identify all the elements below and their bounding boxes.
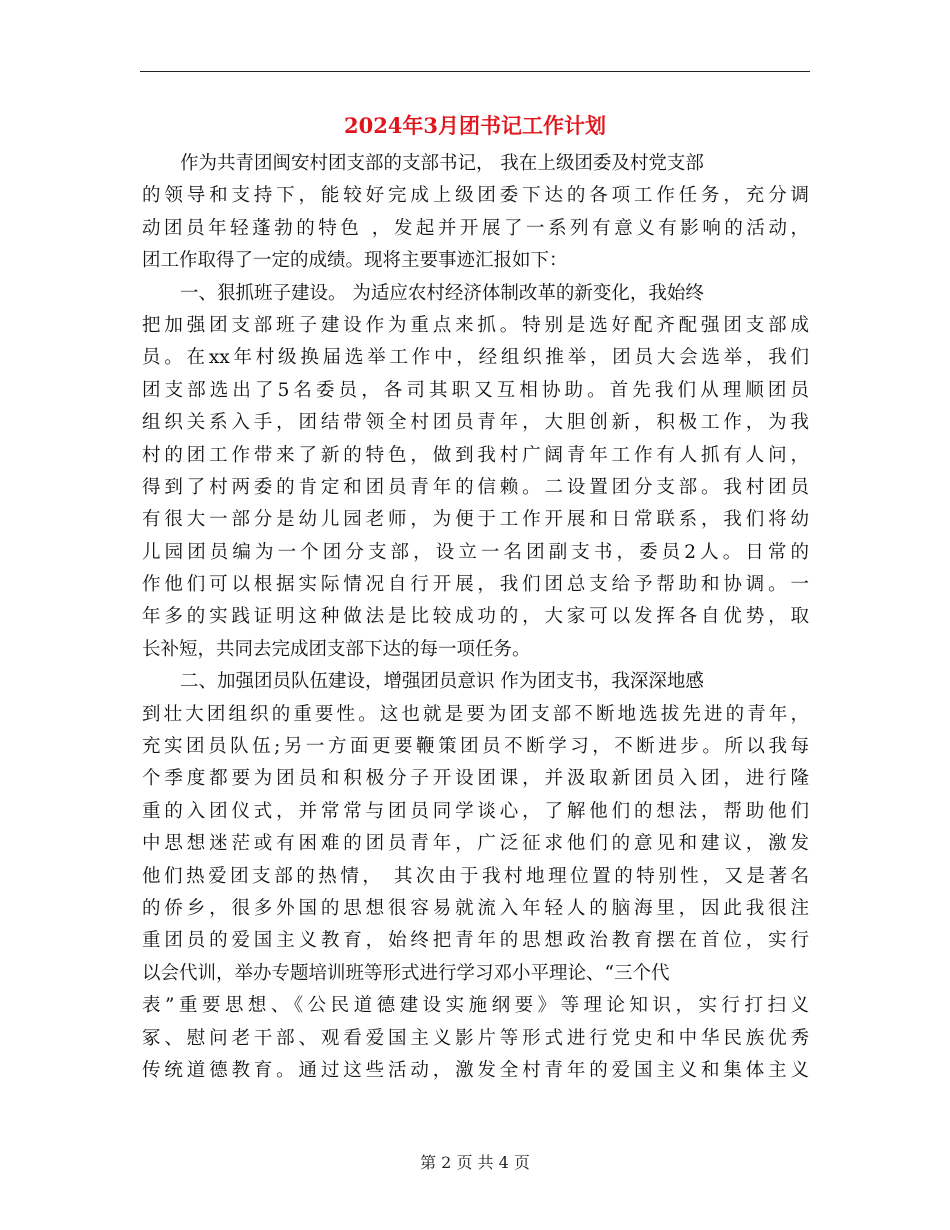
paragraph-2-line-6: 村的团工作带来了新的特色，做到我村广阔青年工作有人抓有人问， <box>142 444 809 466</box>
paragraph-1-line-4: 团工作取得了一定的成绩。现将主要事迹汇报如下： <box>142 250 568 272</box>
paragraph-3-line-2: 到壮大团组织的重要性。这也就是要为团支部不断地选拔先进的青年， <box>142 703 809 725</box>
page-number-footer: 第 2 页 共 4 页 <box>420 1153 530 1172</box>
paragraph-3-line-9: 重团员的爱国主义教育，始终把青年的思想政治教育摆在首位，实行 <box>142 930 809 952</box>
paragraph-3-line-5: 重的入团仪式，并常常与团员同学谈心，了解他们的想法，帮助他们 <box>142 800 809 822</box>
paragraph-3-line-10: 以会代训，举办专题培训班等形式进行学习邓小平理论、“三个代 <box>142 962 670 984</box>
paragraph-3-line-6: 中思想迷茫或有困难的团员青年，广泛征求他们的意见和建议，激发 <box>142 833 809 855</box>
paragraph-2-line-11: 年多的实践证明这种做法是比较成功的，大家可以发挥各自优势，取 <box>142 606 809 628</box>
paragraph-1-line-1: 作为共青团闽安村团支部的支部书记， 我在上级团委及村党支部 <box>180 153 704 174</box>
paragraph-2-line-12: 长补短，共同去完成团支部下达的每一项任务。 <box>142 638 531 660</box>
paragraph-3-line-3: 充实团员队伍;另一方面更要鞭策团员不断学习，不断进步。所以我每 <box>142 736 809 758</box>
document-title: 2024年3月团书记工作计划 <box>343 113 607 138</box>
paragraph-3-line-4: 个季度都要为团员和积极分子开设团课，并汲取新团员入团，进行隆 <box>142 768 809 790</box>
paragraph-2-line-1: 一、狠抓班子建设。 为适应农村经济体制改革的新变化，我始终 <box>180 282 704 304</box>
paragraph-2-line-4: 团支部选出了5名委员，各司其职又互相协助。首先我们从理顺团员 <box>142 379 809 401</box>
paragraph-1-line-3: 动团员年轻蓬勃的特色 ，发起并开展了一系列有意义有影响的活动， <box>142 217 809 239</box>
paragraph-2-line-3: 员。在xx年村级换届选举工作中，经组织推举，团员大会选举，我们 <box>142 347 809 369</box>
paragraph-2-line-5: 组织关系入手，团结带领全村团员青年，大胆创新，积极工作，为我 <box>142 412 809 434</box>
paragraph-1-line-2: 的领导和支持下，能较好完成上级团委下达的各项工作任务，充分调 <box>142 185 809 207</box>
paragraph-3-line-11: 表”重要思想、《公民道德建设实施纲要》等理论知识，实行打扫义 <box>142 995 809 1017</box>
paragraph-3-line-7: 他们热爱团支部的热情， 其次由于我村地理位置的特别性，又是著名 <box>142 865 809 887</box>
paragraph-3-line-12: 冢、慰问老干部、观看爱国主义影片等形式进行党史和中华民族优秀 <box>142 1027 809 1049</box>
paragraph-3-line-8: 的侨乡，很多外国的思想很容易就流入年轻人的脑海里，因此我很注 <box>142 897 809 919</box>
paragraph-2-line-10: 作他们可以根据实际情况自行开展，我们团总支给予帮助和协调。一 <box>142 574 809 596</box>
paragraph-2-line-2: 把加强团支部班子建设作为重点来抓。特别是选好配齐配强团支部成 <box>142 314 809 336</box>
paragraph-3-line-1: 二、加强团员队伍建设，增强团员意识 作为团支书，我深深地感 <box>180 671 704 693</box>
header-rule <box>140 71 810 72</box>
paragraph-2-line-9: 儿园团员编为一个团分支部，设立一名团副支书，委员2人。日常的 <box>142 541 809 563</box>
document-body <box>142 148 809 1087</box>
paragraph-2-line-8: 有很大一部分是幼儿园老师，为便于工作开展和日常联系，我们将幼 <box>142 509 809 531</box>
paragraph-3-line-13: 传统道德教育。通过这些活动，激发全村青年的爱国主义和集体主义 <box>142 1059 809 1081</box>
paragraph-2-line-7: 得到了村两委的肯定和团员青年的信赖。二设置团分支部。我村团员 <box>142 476 809 498</box>
